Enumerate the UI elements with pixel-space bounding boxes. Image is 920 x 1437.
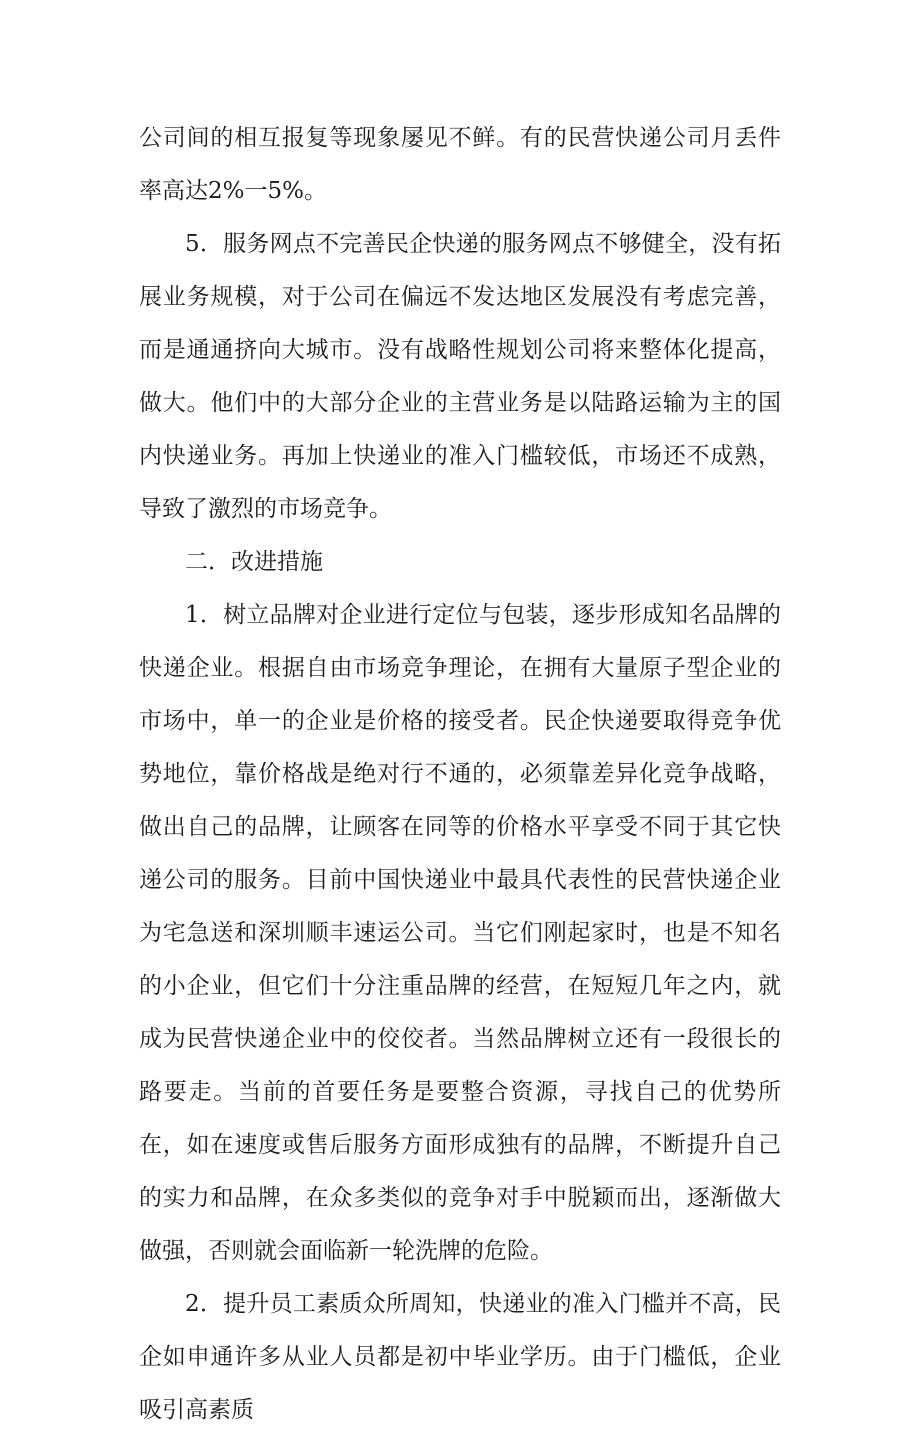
paragraph-improve-staff-quality: 2．提升员工素质众所周知，快递业的准入门槛并不高，民企如申通许多从业人员都是初中毕业学历。由于门槛低，企业吸引高素质 — [139, 1291, 781, 1423]
paragraph-build-brand: 1．树立品牌对企业进行定位与包装，逐步形成知名品牌的快递企业。根据自由市场竞争理论，在拥有大量原子型企业的市场中，单一的企业是价格的接受者。民企快递要取得竞争优势地位，靠价格战是绝对行不通的，必须靠差异化竞争战略，做出自己的品牌，让顾客在同等的价格水平享受不同于其它快递公司的服务。目前中国快递业中最具代表性的民营快递企业为宅急送和深圳顺丰速运公司。当它们刚起家时，也是不知名的小企业，但它们十分注重品牌的经营，在短短几年之内，就成为民营快递企业中的佼佼者。当然品牌树立还有一段很长的路要走。当前的首要任务是要整合资源，寻找自己的优势所在，如在速度或售后服务方面形成独有的品牌，不断提升自己的实力和品牌，在众多类似的竞争对手中脱颖而出，逐渐做大做强，否则就会面临新一轮洗牌的危险。 — [139, 602, 781, 1264]
paragraph-service-network: 5．服务网点不完善民企快递的服务网点不够健全，没有拓展业务规模，对于公司在偏远不发达地区发展没有考虑完善，而是通通挤向大城市。没有战略性规划公司将来整体化提高，做大。他们中的大部分企业的主营业务是以陆路运输为主的国内快递业务。再加上快递业的准入门槛较低，市场还不成熟，导致了激烈的市场竞争。 — [139, 231, 781, 522]
document-body — [139, 112, 781, 1437]
section-heading-improvement-measures: 二．改进措施 — [185, 549, 323, 575]
paragraph-continued-lost-parcels: 公司间的相互报复等现象屡见不鲜。有的民营快递公司月丢件率高达2%一5%。 — [139, 125, 781, 204]
